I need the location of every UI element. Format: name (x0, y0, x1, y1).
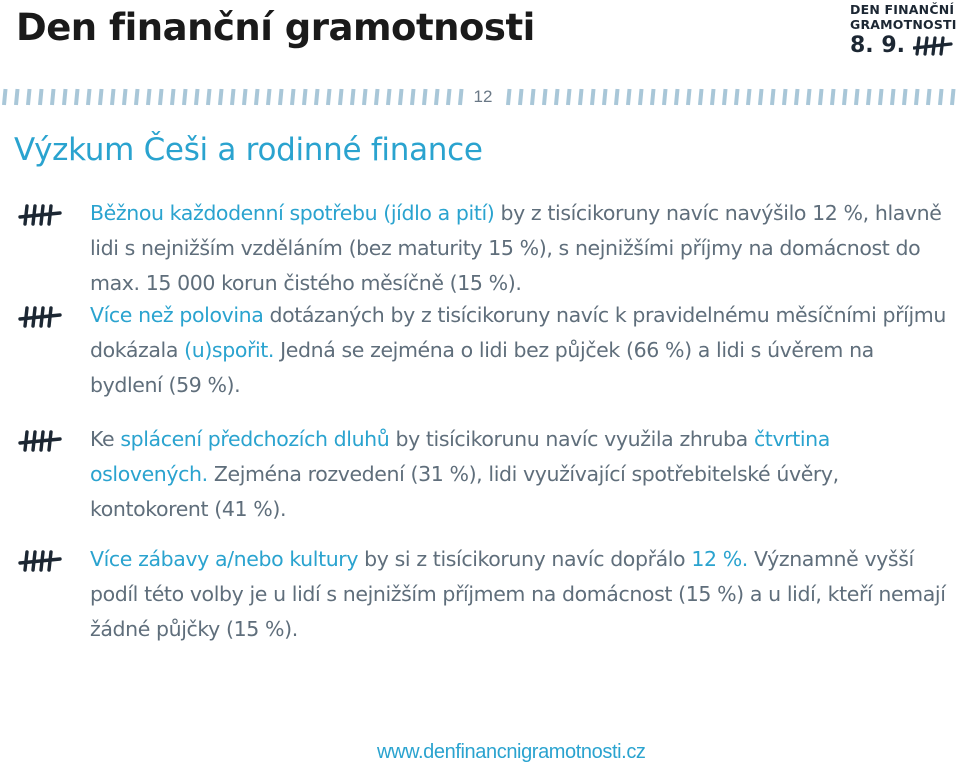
divider-tick (676, 89, 678, 105)
divider-tick (604, 89, 606, 105)
divider-tick (796, 89, 798, 105)
divider-tick (172, 89, 174, 105)
divider-tick (232, 89, 234, 105)
item-text: by si z tisícikoruny navíc dopřálo (358, 547, 692, 571)
list-item (18, 422, 948, 542)
divider-tick (664, 89, 666, 105)
item-highlight: 12 %. (691, 547, 748, 571)
divider-tick (940, 89, 942, 105)
item-highlight: čtvrtina oslovených. (90, 427, 830, 486)
footer-url: www.denfinancnigramotnosti.cz (377, 741, 646, 763)
divider-tick (724, 89, 726, 105)
divider-tick (880, 89, 882, 105)
logo-line-2: GRAMOTNOSTI (850, 17, 957, 32)
item-text: Významně vyšší podíl této volby je u lidí s nejnižším příjmem na domácnost (15 %) a u lidí, kteří nemají žádné půjčky (15 %). (90, 547, 946, 641)
item-text: Zejména rozvedení (31 %), lidi využívající spotřebitelské úvěry, kontokorent (41 %). (90, 462, 839, 521)
divider-tick (340, 89, 342, 105)
tally-mark-icon (18, 204, 62, 226)
divider-tick (256, 89, 258, 105)
item-text: dotázaných by z tisícikoruny navíc k pravidelnému měsíčními příjmu dokázala (90, 303, 946, 362)
divider-tick (736, 89, 738, 105)
divider-tick (292, 89, 294, 105)
divider-tick (376, 89, 378, 105)
list-item (18, 196, 948, 298)
divider-tick (220, 89, 222, 105)
divider-tick (208, 89, 210, 105)
page-title: Den finanční gramotnosti (16, 6, 535, 49)
divider-tick (196, 89, 198, 105)
logo-date: 8. 9. (850, 33, 905, 58)
divider-tick (148, 89, 150, 105)
tally-mark-icon (18, 430, 62, 452)
list-item (18, 298, 948, 422)
divider-tick (532, 89, 534, 105)
item-highlight: Více zábavy a/nebo kultury (90, 547, 359, 571)
divider-tick (100, 89, 102, 105)
slide-subtitle: Výzkum Češi a rodinné finance (14, 132, 483, 168)
divider-tick (136, 89, 138, 105)
divider-tick (832, 89, 834, 105)
item-text: by tisícikorunu navíc využila zhruba (389, 427, 754, 451)
divider-tick (316, 89, 318, 105)
divider-tick (748, 89, 750, 105)
item-text: Jedná se zejména o lidi bez půjček (66 %) a lidi s úvěrem na bydlení (59 %). (90, 338, 874, 397)
divider-tick (892, 89, 894, 105)
divider-tick (244, 89, 246, 105)
divider-tick (556, 89, 558, 105)
divider-tick (784, 89, 786, 105)
divider-tick (808, 89, 810, 105)
divider-tick (688, 89, 690, 105)
divider-tick (916, 89, 918, 105)
divider-tick (820, 89, 822, 105)
divider-tick (40, 89, 42, 105)
divider-tick (304, 89, 306, 105)
divider-tick (64, 89, 66, 105)
item-text: by z tisícikoruny navíc navýšilo 12 %, hlavně lidi s nejnižším vzděláním (bez maturity 15 %), s nejnižšími příjmy na domácnost do max. 15 000 korun čistého měsíčně (15 %). (90, 201, 942, 295)
item-highlight: Více než polovina (90, 303, 264, 327)
divider-tick (520, 89, 522, 105)
divider-tick (352, 89, 354, 105)
logo-date-row (850, 34, 956, 58)
page-number: 12 (466, 86, 500, 108)
divider-tick (424, 89, 426, 105)
divider-tick (652, 89, 654, 105)
divider-tick (160, 89, 162, 105)
divider-tick (88, 89, 90, 105)
divider-tick (760, 89, 762, 105)
divider-tick (592, 89, 594, 105)
bullet-list (18, 196, 948, 652)
divider-tick (640, 89, 642, 105)
tally-mark-icon (913, 36, 953, 56)
divider-tick (904, 89, 906, 105)
item-highlight: (u)spořit. (184, 338, 275, 362)
divider-tick (112, 89, 114, 105)
divider-tick (16, 89, 18, 105)
divider-tick (388, 89, 390, 105)
divider-tick (364, 89, 366, 105)
divider-tick (328, 89, 330, 105)
divider-tick (280, 89, 282, 105)
divider-tick (52, 89, 54, 105)
tally-mark-icon (18, 306, 62, 328)
divider-tick (568, 89, 570, 105)
divider-tick (868, 89, 870, 105)
divider-tick (616, 89, 618, 105)
divider-tick (4, 89, 6, 105)
divider-tick (436, 89, 438, 105)
tally-mark-icon (18, 550, 62, 572)
divider-tick (448, 89, 450, 105)
divider-tick (28, 89, 30, 105)
event-logo (850, 2, 956, 58)
divider-tick (844, 89, 846, 105)
divider-tick (544, 89, 546, 105)
list-item (18, 542, 948, 652)
divider-tick (628, 89, 630, 105)
divider-tick (184, 89, 186, 105)
logo-line-1: DEN FINANČNÍ (850, 2, 955, 17)
divider-tick (508, 89, 510, 105)
item-highlight: splácení předchozích dluhů (120, 427, 390, 451)
divider-tick (124, 89, 126, 105)
divider-tick (772, 89, 774, 105)
divider-tick (700, 89, 702, 105)
divider-tick (268, 89, 270, 105)
item-highlight: Běžnou každodenní spotřebu (jídlo a pití) (90, 201, 495, 225)
divider-tick (460, 89, 462, 105)
divider-tick (856, 89, 858, 105)
divider-tick (928, 89, 930, 105)
divider-tick (412, 89, 414, 105)
item-text: Ke (90, 427, 121, 451)
divider-tick (712, 89, 714, 105)
divider-tick (400, 89, 402, 105)
divider-tick (76, 89, 78, 105)
divider-tick (952, 89, 954, 105)
divider-tick (580, 89, 582, 105)
